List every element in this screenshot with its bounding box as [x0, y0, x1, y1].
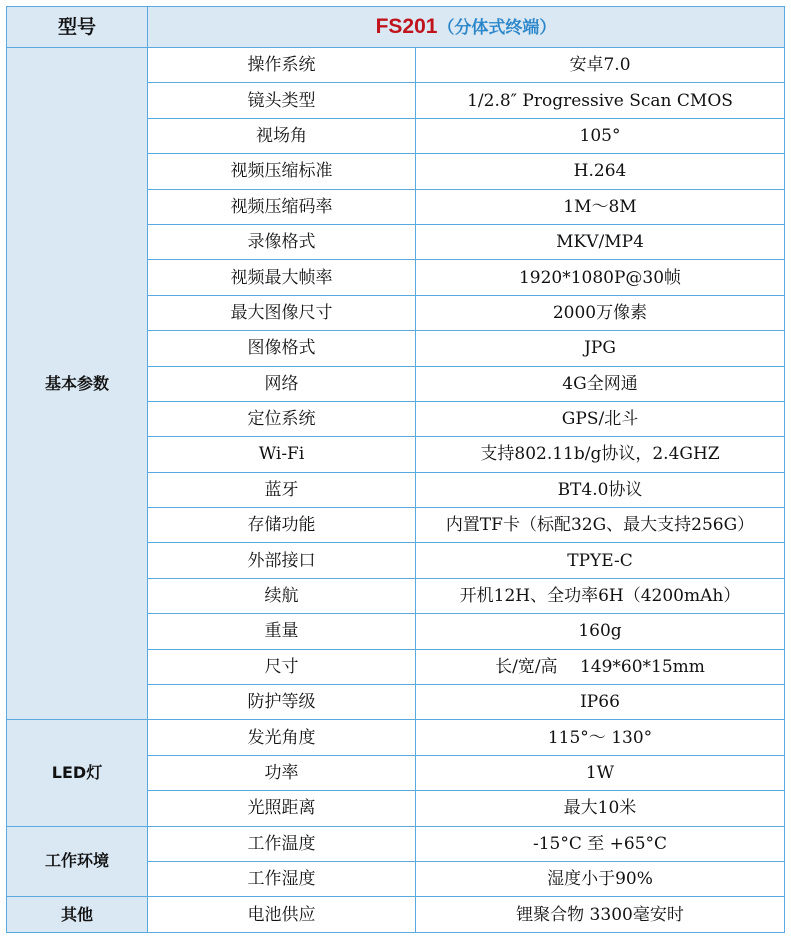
param-value: 1920*1080P@30帧 — [416, 260, 785, 295]
param-name: 续航 — [148, 578, 416, 613]
param-name: 镜头类型 — [148, 83, 416, 118]
param-value: IP66 — [416, 685, 785, 720]
spec-table — [6, 6, 785, 933]
param-name: 定位系统 — [148, 401, 416, 436]
param-value: MKV/MP4 — [416, 224, 785, 259]
param-value: 160g — [416, 614, 785, 649]
model-code: FS201 — [375, 14, 438, 38]
param-name: 最大图像尺寸 — [148, 295, 416, 330]
param-name: 视频压缩码率 — [148, 189, 416, 224]
param-name: 尺寸 — [148, 649, 416, 684]
param-value: JPG — [416, 331, 785, 366]
spec-row — [7, 48, 785, 83]
param-value: 支持802.11b/g协议，2.4GHZ — [416, 437, 785, 472]
param-name: 录像格式 — [148, 224, 416, 259]
param-name: 视频压缩标准 — [148, 154, 416, 189]
param-value: 锂聚合物 3300毫安时 — [416, 897, 785, 932]
param-name: 发光角度 — [148, 720, 416, 755]
param-value: 1W — [416, 755, 785, 790]
param-value: 最大10米 — [416, 791, 785, 826]
param-value: 105° — [416, 118, 785, 153]
param-name: 视场角 — [148, 118, 416, 153]
param-name: Wi-Fi — [148, 437, 416, 472]
param-value: GPS/北斗 — [416, 401, 785, 436]
param-value: -15°C 至 +65°C — [416, 826, 785, 861]
param-name: 图像格式 — [148, 331, 416, 366]
param-value: 2000万像素 — [416, 295, 785, 330]
category-cell: 其他 — [7, 897, 148, 932]
param-name: 操作系统 — [148, 48, 416, 83]
param-name: 存储功能 — [148, 508, 416, 543]
param-name: 工作湿度 — [148, 861, 416, 896]
category-cell: LED灯 — [7, 720, 148, 826]
param-value: 长/宽/高 149*60*15mm — [416, 649, 785, 684]
spec-row — [7, 720, 785, 755]
param-value: 115°～ 130° — [416, 720, 785, 755]
category-cell: 基本参数 — [7, 48, 148, 720]
param-value: 湿度小于90% — [416, 861, 785, 896]
category-cell: 工作环境 — [7, 826, 148, 897]
param-value: H.264 — [416, 154, 785, 189]
spec-table-body — [7, 7, 785, 933]
model-name — [148, 7, 785, 48]
param-name: 蓝牙 — [148, 472, 416, 507]
header-row — [7, 7, 785, 48]
model-description: （分体式终端） — [437, 17, 557, 38]
param-name: 防护等级 — [148, 685, 416, 720]
param-value: BT4.0协议 — [416, 472, 785, 507]
param-value: 安卓7.0 — [416, 48, 785, 83]
model-header-label: 型号 — [7, 7, 148, 48]
param-name: 网络 — [148, 366, 416, 401]
param-name: 外部接口 — [148, 543, 416, 578]
param-value: TPYE-C — [416, 543, 785, 578]
param-name: 重量 — [148, 614, 416, 649]
spec-row — [7, 897, 785, 932]
param-name: 功率 — [148, 755, 416, 790]
param-name: 视频最大帧率 — [148, 260, 416, 295]
param-value: 内置TF卡（标配32G、最大支持256G） — [416, 508, 785, 543]
param-name: 电池供应 — [148, 897, 416, 932]
param-value: 开机12H、全功率6H（4200mAh） — [416, 578, 785, 613]
param-value: 4G全网通 — [416, 366, 785, 401]
spec-row — [7, 826, 785, 861]
param-name: 光照距离 — [148, 791, 416, 826]
param-value: 1/2.8″ Progressive Scan CMOS — [416, 83, 785, 118]
param-value: 1M～8M — [416, 189, 785, 224]
param-name: 工作温度 — [148, 826, 416, 861]
